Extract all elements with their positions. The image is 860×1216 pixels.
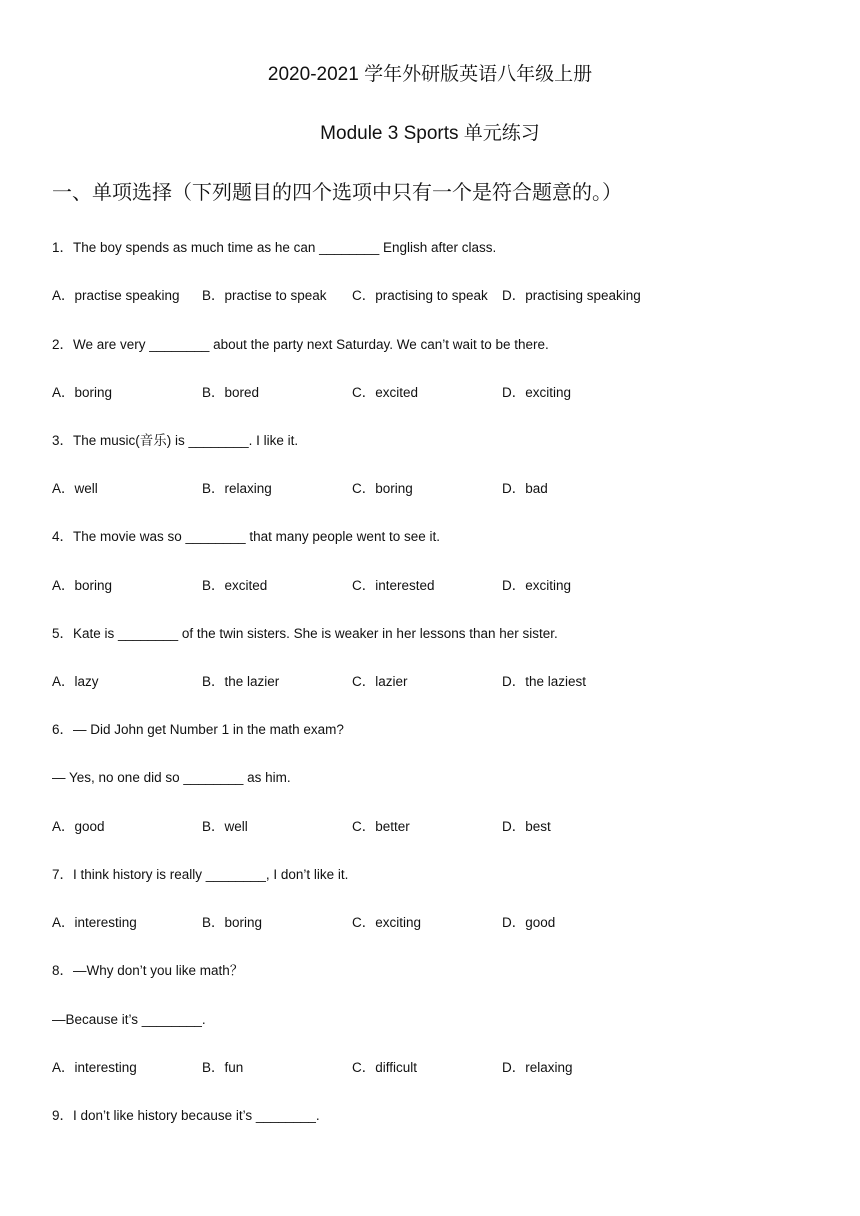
question-6-response: — Yes, no one did so ________ as him. <box>52 770 291 785</box>
option-d: D．best <box>502 819 551 834</box>
question-6-prompt: 6．— Did John get Number 1 in the math exam? <box>52 722 344 737</box>
option-c: C．boring <box>352 481 413 496</box>
option-d: D．good <box>502 915 556 930</box>
question-9: 9．I don’t like history because it’s ________. <box>52 1108 320 1123</box>
question-7-options <box>52 914 812 932</box>
option-b: B．the lazier <box>202 674 280 689</box>
option-c: C．difficult <box>352 1060 418 1075</box>
option-c: C．lazier <box>352 674 408 689</box>
option-c: C．exciting <box>352 915 422 930</box>
option-b: B．excited <box>202 578 268 593</box>
question-2: 2．We are very ________ about the party next Saturday. We can’t wait to be there. <box>52 337 549 352</box>
option-a: A．interesting <box>52 915 137 930</box>
option-b: B．practise to speak <box>202 288 327 303</box>
option-a: A．practise speaking <box>52 288 180 303</box>
question-6-options <box>52 818 812 836</box>
option-d: D．the laziest <box>502 674 587 689</box>
question-1: 1．The boy spends as much time as he can ________ English after class. <box>52 240 497 255</box>
question-5-options <box>52 673 812 691</box>
option-a: A．lazy <box>52 674 99 689</box>
option-d: D．relaxing <box>502 1060 573 1075</box>
option-b: B．fun <box>202 1060 244 1075</box>
question-4: 4．The movie was so ________ that many people went to see it. <box>52 529 440 544</box>
option-c: C．practising to speak <box>352 288 488 303</box>
option-a: A．boring <box>52 578 113 593</box>
question-3: 3．The music(音乐) is ________. I like it. <box>52 433 299 448</box>
question-4-options <box>52 577 812 595</box>
option-c: C．better <box>352 819 410 834</box>
question-1-options <box>52 287 812 305</box>
option-d: D．exciting <box>502 385 572 400</box>
document-subtitle: Module 3 Sports 单元练习 <box>320 123 540 144</box>
option-c: C．interested <box>352 578 435 593</box>
question-5: 5．Kate is ________ of the twin sisters. She is weaker in her lessons than her sister. <box>52 626 558 641</box>
option-d: D．practising speaking <box>502 288 641 303</box>
option-d: D．exciting <box>502 578 572 593</box>
option-b: B．well <box>202 819 248 834</box>
option-b: B．relaxing <box>202 481 272 496</box>
question-7: 7．I think history is really ________, I don’t like it. <box>52 867 349 882</box>
option-b: B．boring <box>202 915 263 930</box>
option-a: A．boring <box>52 385 113 400</box>
question-2-options <box>52 384 812 402</box>
section-heading: 一、单项选择（下列题目的四个选项中只有一个是符合题意的。） <box>52 182 622 204</box>
question-3-options <box>52 480 812 498</box>
option-b: B．bored <box>202 385 260 400</box>
question-8-response: —Because it’s ________. <box>52 1012 206 1027</box>
option-a: A．well <box>52 481 98 496</box>
question-8-prompt: 8．—Why don’t you like math？ <box>52 963 244 978</box>
option-a: A．interesting <box>52 1060 137 1075</box>
option-a: A．good <box>52 819 105 834</box>
document-title: 2020-2021 学年外研版英语八年级上册 <box>267 64 593 85</box>
question-8-options <box>52 1059 812 1077</box>
option-d: D．bad <box>502 481 548 496</box>
option-c: C．excited <box>352 385 419 400</box>
